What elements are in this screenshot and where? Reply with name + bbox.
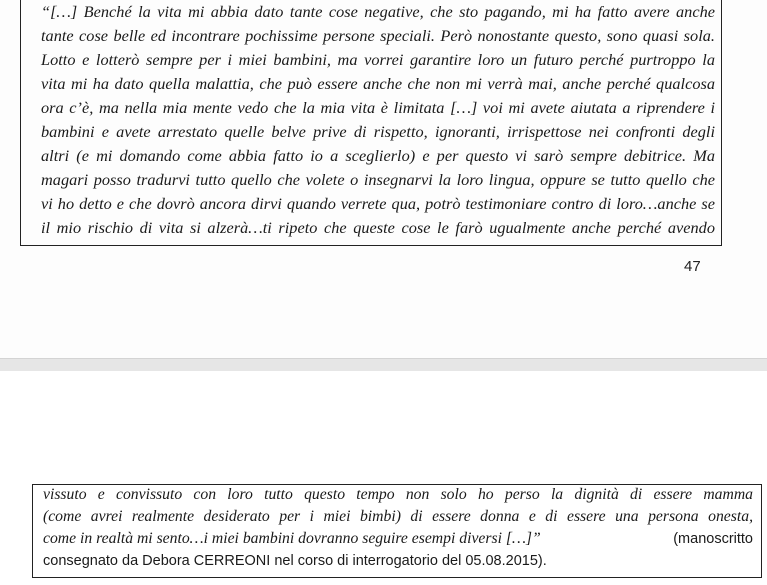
page-number: 47 <box>684 258 701 275</box>
page-separator <box>0 358 767 372</box>
quote-line: vissuto e convissuto con loro tutto questo tempo non solo ho perso la dignità di essere mamma <box>43 486 753 503</box>
quote-line-with-citation <box>43 530 753 548</box>
quote-line: Lotto e lotterò sempre per i miei bambini, ma vorrei garantire loro un futuro perché purtroppo la <box>41 50 715 69</box>
quote-line: vita mi ha dato quella malattia, che può essere anche che non mi verrà mai, anche perché qualcosa <box>41 74 715 93</box>
quote-line: “[…] Benché la vita mi abbia dato tante cose negative, che sto pagando, mi ha fatto avere anche <box>41 2 715 21</box>
quote-line: ora c’è, ma nella mia mente vedo che la mia vita è limitata […] voi mi avete aiutata a riprendere i <box>41 98 715 117</box>
quote-line: (come avrei realmente desiderato per i miei bimbi) di essere donna e di essere una persona onesta, <box>43 508 753 525</box>
quote-line: bambini e avete arrestato quelle belve prive di rispetto, ignoranti, irrispettose nei confronti degli <box>41 122 715 141</box>
quote-box-bottom <box>32 484 762 578</box>
citation-source: consegnato da Debora CERREONI nel corso di interrogatorio del 05.08.2015). <box>43 553 547 569</box>
citation-start: (manoscritto <box>673 531 753 547</box>
quote-line: come in realtà mi sento…i miei bambini dovranno seguire esempi diversi […]” <box>43 530 541 547</box>
quote-box-top <box>20 0 722 246</box>
quote-line: tante cose belle ed incontrare pochissime persone speciali. Però nonostante questo, sono quasi sola. <box>41 26 715 45</box>
document-page-lower <box>0 371 767 585</box>
quote-line: il mio rischio di vita si alzerà…ti ripeto che queste cose le farò ugualmente anche perché avendo <box>41 218 715 237</box>
quote-line: vi ho detto e che dovrò ancora dirvi quando verrete qua, potrò testimoniare contro di loro…anche se <box>41 194 715 213</box>
quote-line: magari posso tradurvi tutto quello che volete o insegnarvi la loro lingua, oppure se tutto quello che <box>41 170 715 189</box>
quote-line: altri (e mi domando come abbia fatto io a sceglierlo) e per questo vi sarò sempre debitrice. Ma <box>41 146 715 165</box>
